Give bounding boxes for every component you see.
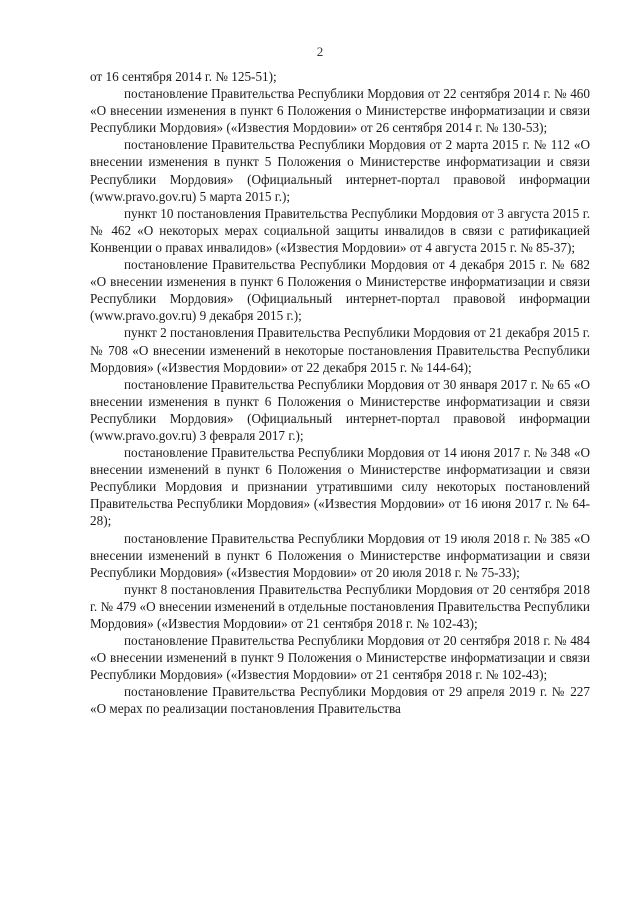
- document-body: [90, 68, 590, 718]
- paragraph: пункт 8 постановления Правительства Республики Мордовия от 20 сентября 2018 г. № 479 «О внесении изменений в отдельные постановления Правительства Республики Мордовия» («Известия Мордовии» от 21 сентября 2018 г. № 102-43);: [90, 581, 590, 631]
- paragraph: постановление Правительства Республики Мордовия от 2 марта 2015 г. № 112 «О внесении изменения в пункт 5 Положения о Министерстве информатизации и связи Республики Мордовия» (Официальный интернет-портал правовой информации (www.pravo.gov.ru) 5 марта 2015 г.);: [90, 137, 590, 204]
- paragraph: постановление Правительства Республики Мордовия от 22 сентября 2014 г. № 460 «О внесении изменения в пункт 6 Положения о Министерстве информатизации и связи Республики Мордовия» («Известия Мордовии» от 26 сентября 2014 г. № 130-53);: [90, 86, 590, 136]
- paragraph: постановление Правительства Республики Мордовия от 14 июня 2017 г. № 348 «О внесении изменений в пункт 6 Положения о Министерстве информатизации и связи Республики Мордовия и признании утратившими силу некоторых постановлений Правительства Республики Мордовия» («Известия Мордовии» от 16 июня 2017 г. № 64-28);: [90, 445, 590, 529]
- paragraph: постановление Правительства Республики Мордовия от 4 декабря 2015 г. № 682 «О внесении изменения в пункт 6 Положения о Министерстве информатизации и связи Республики Мордовия» (Официальный интернет-портал правовой информации (www.pravo.gov.ru) 9 декабря 2015 г.);: [90, 257, 590, 324]
- paragraph: пункт 10 постановления Правительства Республики Мордовия от 3 августа 2015 г. № 462 «О некоторых мерах социальной защиты инвалидов в связи с ратификацией Конвенции о правах инвалидов» («Известия Мордовии» от 4 августа 2015 г. № 85-37);: [90, 205, 590, 255]
- paragraph: пункт 2 постановления Правительства Республики Мордовия от 21 декабря 2015 г. № 708 «О внесении изменений в некоторые постановления Правительства Республики Мордовия» («Известия Мордовии» от 22 декабря 2015 г. № 144-64);: [90, 325, 590, 375]
- paragraph: постановление Правительства Республики Мордовия от 19 июля 2018 г. № 385 «О внесении изменений в пункт 6 Положения о Министерстве информатизации и связи Республики Мордовия» («Известия Мордовии» от 20 июля 2018 г. № 75-33);: [90, 530, 590, 580]
- page-number: 2: [316, 44, 324, 59]
- paragraph: постановление Правительства Республики Мордовия от 30 января 2017 г. № 65 «О внесении изменения в пункт 6 Положения о Министерстве информатизации и связи Республики Мордовия» (Официальный интернет-портал правовой информации (www.pravo.gov.ru) 3 февраля 2017 г.);: [90, 376, 590, 443]
- paragraph: постановление Правительства Республики Мордовия от 20 сентября 2018 г. № 484 «О внесении изменений в пункт 9 Положения о Министерстве информатизации и связи Республики Мордовия» («Известия Мордовии» от 21 сентября 2018 г. № 102-43);: [90, 633, 590, 683]
- paragraph-continuation: от 16 сентября 2014 г. № 125-51);: [90, 69, 277, 84]
- paragraph: постановление Правительства Республики Мордовия от 29 апреля 2019 г. № 227 «О мерах по реализации постановления Правительства: [90, 684, 590, 717]
